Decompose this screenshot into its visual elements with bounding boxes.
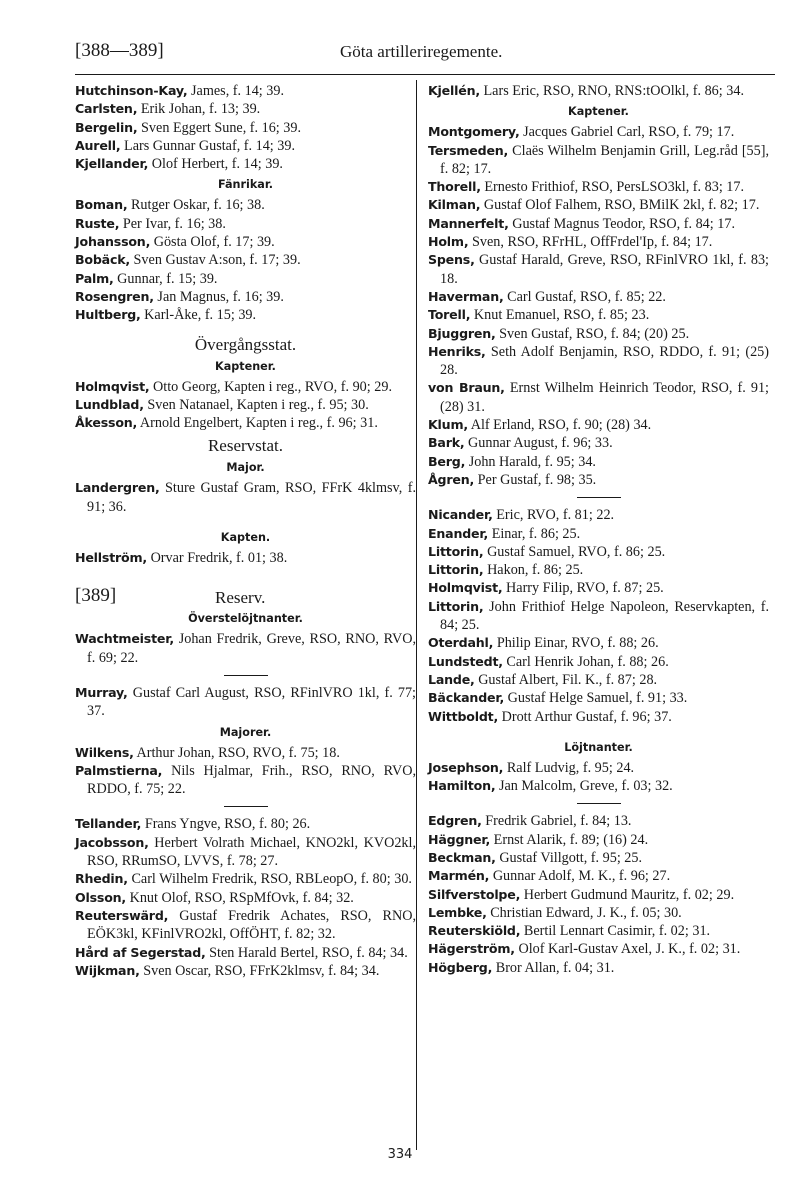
entry [75, 137, 416, 155]
entry-details: Erik Johan, f. 13; 39. [137, 101, 261, 118]
entry [75, 870, 416, 888]
entry-surname: Bergelin, [75, 119, 138, 135]
entry [428, 306, 769, 324]
entry [428, 233, 769, 251]
entry-surname: Murray, [75, 684, 128, 700]
entry-surname: Tersmeden, [428, 142, 509, 158]
divider [577, 803, 621, 804]
section-heading: Övergångsstat. [194, 334, 297, 354]
entry [428, 379, 769, 416]
entry-surname: Bark, [428, 435, 465, 451]
entry [428, 759, 769, 777]
entry-details: Gustaf Albert, Fil. K., f. 87; 28. [474, 671, 658, 688]
entry-surname: Palmstierna, [75, 762, 163, 778]
entry-details: Harry Filip, RVO, f. 87; 25. [502, 580, 664, 597]
entry [428, 82, 769, 100]
entry [428, 849, 769, 867]
entry-surname: Holm, [428, 234, 469, 250]
entry-surname: Nicander, [428, 507, 493, 523]
entry-surname: Hägerström, [428, 941, 515, 957]
entry [428, 453, 769, 471]
entry-surname: Ruste, [75, 215, 120, 231]
entry-list [428, 759, 769, 796]
entry [75, 378, 416, 396]
rank-heading: Kaptener. [568, 105, 629, 119]
entry-details: Claës Wilhelm Benjamin Grill, Leg.råd [55], f. 82; 17. [440, 142, 769, 177]
entry-details: Johan Fredrik, Greve, RSO, RNO, RVO, f. 69; 22. [87, 631, 416, 666]
entry [75, 233, 416, 251]
entry-surname: Hård af Segerstad, [75, 944, 206, 960]
entry-surname: Bäckander, [428, 690, 505, 706]
entry-surname: Spens, [428, 252, 475, 268]
entry-surname: Mannerfelt, [428, 215, 509, 231]
entry-details: Gunnar Adolf, M. K., f. 96; 27. [489, 868, 671, 885]
entry-surname: Häggner, [428, 831, 491, 847]
entry-surname: Wilkens, [75, 744, 134, 760]
column-separator [416, 80, 417, 1150]
entry-details: Olof Karl-Gustav Axel, J. K., f. 02; 31. [514, 941, 741, 958]
entry [428, 653, 769, 671]
entry-surname: Littorin, [428, 562, 484, 578]
entry-surname: Wijkman, [75, 962, 140, 978]
entry-details: Christian Edward, J. K., f. 05; 30. [486, 904, 682, 921]
entry-details: Lars Eric, RSO, RNO, RNS:tOOlkl, f. 86; 34. [479, 83, 744, 99]
entry-details: Herbert Volrath Michael, KNO2kl, KVO2kl, RSO, RRumSO, LVVS, f. 78; 27. [87, 834, 416, 870]
entry [75, 479, 416, 516]
entry-list [428, 506, 769, 726]
rank-heading: Löjtnanter. [564, 740, 633, 754]
divider [224, 675, 268, 676]
entry-details: Gustaf Villgott, f. 95; 25. [495, 849, 643, 866]
running-title: Göta artilleriregemente. [340, 42, 503, 61]
entry [75, 251, 416, 269]
entry-surname: Boman, [75, 197, 128, 213]
entry-details: Arnold Engelbert, Kapten i reg., f. 96; 31. [137, 415, 378, 432]
entry [428, 178, 769, 196]
entry-details: Ernst Wilhelm Heinrich Teodor, RSO, f. 91; (28) 31. [440, 380, 769, 415]
entry-details: Karl-Åke, f. 15; 39. [140, 307, 257, 324]
entry [75, 100, 416, 118]
entry-details: Ernst Alarik, f. 89; (16) 24. [490, 831, 649, 848]
entry-list [428, 82, 769, 100]
entry [75, 907, 416, 944]
entry-surname: Hultberg, [75, 307, 141, 323]
entry [428, 812, 769, 830]
entry-surname: Högberg, [428, 959, 493, 975]
entry-details: Gustaf Olof Falhem, RSO, BMilK 2kl, f. 82; 17. [480, 197, 760, 214]
entry-details: Gösta Olof, f. 17; 39. [150, 234, 275, 251]
entry [428, 142, 769, 179]
spacer [75, 516, 416, 526]
entry-details: Einar, f. 86; 25. [488, 525, 581, 542]
entry-surname: Landergren, [75, 480, 160, 496]
left-column [75, 82, 416, 980]
entry-details: Herbert Gudmund Mauritz, f. 02; 29. [520, 886, 735, 903]
entry-details: Sven Eggert Sune, f. 16; 39. [137, 119, 302, 136]
entry-surname: Carlsten, [75, 101, 138, 117]
entry-details: Gustaf Harald, Greve, RSO, RFinlVRO 1kl, f. 83; 18. [440, 252, 769, 287]
entry [75, 815, 416, 833]
entry-surname: Johansson, [75, 234, 151, 250]
entry-details: Frans Yngve, RSO, f. 80; 26. [141, 816, 311, 833]
entry-details: John Harald, f. 95; 34. [465, 453, 596, 470]
entry-details: Bertil Lennart Casimir, f. 02; 31. [520, 923, 711, 940]
entry [428, 886, 769, 904]
entry-list [428, 123, 769, 489]
entry [75, 82, 416, 100]
entry-details: James, f. 14; 39. [187, 83, 285, 99]
divider [577, 497, 621, 498]
entry-details: Nils Hjalmar, Frih., RSO, RNO, RVO, RDDO, f. 75; 22. [87, 762, 416, 798]
entry-details: Knut Olof, RSO, RSpMfOvk, f. 84; 32. [126, 889, 354, 906]
entry-surname: Silfverstolpe, [428, 886, 521, 902]
entry [428, 343, 769, 380]
entry [75, 889, 416, 907]
entry [75, 944, 416, 962]
entry [428, 598, 769, 635]
entry-surname: Beckman, [428, 849, 496, 865]
rank-heading: Fänrikar. [217, 178, 273, 192]
entry-details: Per Gustaf, f. 98; 35. [474, 471, 597, 488]
entry-surname: Haverman, [428, 288, 504, 304]
entry [428, 579, 769, 597]
entry-details: Sten Harald Bertel, RSO, f. 84; 34. [205, 944, 408, 961]
header-rule [75, 74, 775, 75]
entry-surname: Kjellén, [428, 83, 480, 98]
entry-surname: Kilman, [428, 197, 481, 213]
entry-details: Ernesto Frithiof, RSO, PersLSO3kl, f. 83; 17. [480, 179, 745, 196]
entry-surname: Holmqvist, [428, 580, 503, 596]
entry-surname: Lembke, [428, 904, 487, 920]
entry [428, 867, 769, 885]
entry [75, 630, 416, 667]
entry [75, 270, 416, 288]
entry-list [75, 684, 416, 721]
entry [428, 525, 769, 543]
page-number: 334 [387, 1147, 413, 1162]
entry-surname: Hellström, [75, 550, 148, 566]
entry-details: Orvar Fredrik, f. 01; 38. [147, 550, 288, 567]
divider [224, 806, 268, 807]
section-heading-reserv [75, 585, 416, 607]
entry-details: Drott Arthur Gustaf, f. 96; 37. [498, 708, 672, 725]
entry [428, 471, 769, 489]
entry-surname: Olsson, [75, 889, 127, 905]
entry-surname: Jacobsson, [75, 834, 149, 850]
entry [428, 251, 769, 288]
entry [75, 549, 416, 567]
rank-heading: Kaptener. [215, 359, 276, 373]
entry [428, 777, 769, 795]
entry-surname: Torell, [428, 307, 471, 323]
entry-details: Hakon, f. 86; 25. [483, 562, 584, 579]
entry-details: Rutger Oskar, f. 16; 38. [127, 197, 265, 214]
entry [75, 306, 416, 324]
entry-surname: Lande, [428, 671, 475, 687]
entry-surname: Bobäck, [75, 252, 130, 268]
entry-details: Philip Einar, RVO, f. 88; 26. [493, 635, 659, 652]
entry-surname: Hutchinson-Kay, [75, 83, 188, 98]
entry-surname: Wachtmeister, [75, 631, 174, 647]
page-header [75, 40, 775, 70]
entry-details: John Frithiof Helge Napoleon, Reservkapten, f. 84; 25. [440, 598, 769, 634]
entry [75, 215, 416, 233]
entry-details: Sven Gustav A:son, f. 17; 39. [130, 252, 301, 269]
entry [428, 506, 769, 524]
entry-surname: Reuterskiöld, [428, 923, 521, 939]
entry-surname: Littorin, [428, 598, 484, 614]
entry-surname: Oterdahl, [428, 635, 494, 651]
entry-details: Gustaf Carl August, RSO, RFinlVRO 1kl, f. 77; 37. [87, 684, 416, 720]
entry-details: Ralf Ludvig, f. 95; 24. [503, 759, 635, 776]
rank-heading: Majorer. [219, 725, 272, 739]
entry-details: Lars Gunnar Gustaf, f. 14; 39. [120, 137, 296, 154]
entry-details: Gustaf Fredrik Achates, RSO, RNO, EÖK3kl, KFinlVRO2kl, OffÖHT, f. 82; 32. [87, 907, 416, 943]
entry [428, 904, 769, 922]
rank-heading: Kapten. [220, 531, 271, 545]
entry-details: Gunnar August, f. 96; 33. [464, 435, 613, 452]
entry-details: Sven Gustaf, RSO, f. 84; (20) 25. [495, 325, 690, 342]
entry-details: Bror Allan, f. 04; 31. [492, 959, 615, 976]
entry-details: Eric, RVO, f. 81; 22. [492, 507, 615, 524]
entry-list [75, 744, 416, 799]
entry [428, 416, 769, 434]
entry-surname: Rhedin, [75, 871, 128, 887]
entry-details: Seth Adolf Benjamin, RSO, RDDO, f. 91; (25) 28. [440, 343, 769, 379]
entry [428, 634, 769, 652]
entry-list [75, 82, 416, 173]
entry [428, 689, 769, 707]
entry-details: Olof Herbert, f. 14; 39. [148, 156, 283, 173]
entry [75, 834, 416, 871]
entry-surname: Holmqvist, [75, 378, 150, 394]
entry-surname: Rosengren, [75, 288, 154, 304]
entry-surname: Wittboldt, [428, 708, 499, 724]
entry [75, 962, 416, 980]
entry-surname: Berg, [428, 453, 466, 469]
entry [428, 561, 769, 579]
entry [75, 762, 416, 799]
entry-surname: Thorell, [428, 179, 481, 195]
entry-surname: Aurell, [75, 137, 121, 153]
page-reference: [389] [75, 585, 117, 607]
entry [428, 434, 769, 452]
entry-details: Otto Georg, Kapten i reg., RVO, f. 90; 29. [149, 378, 392, 395]
entry-surname: Ågren, [428, 471, 475, 487]
entry [428, 922, 769, 940]
entry-surname: Lundstedt, [428, 653, 503, 669]
entry-surname: Hamilton, [428, 778, 496, 794]
entry-details: Fredrik Gabriel, f. 84; 13. [481, 813, 632, 830]
entry-surname: Tellander, [75, 816, 142, 832]
entry [75, 396, 416, 414]
entry-details: Per Ivar, f. 16; 38. [119, 215, 226, 232]
entry-details: Jan Malcolm, Greve, f. 03; 32. [495, 778, 673, 795]
entry-details: Carl Henrik Johan, f. 88; 26. [502, 653, 669, 670]
rank-heading: Överstelöjtnanter. [188, 612, 303, 626]
entry-details: Sven Natanael, Kapten i reg., f. 95; 30. [143, 396, 369, 413]
entry-surname: Littorin, [428, 543, 484, 559]
entry-surname: Josephson, [428, 759, 504, 775]
entry [428, 325, 769, 343]
entry-surname: Montgomery, [428, 124, 520, 140]
entry-surname: Marmén, [428, 868, 490, 884]
entry-surname: Åkesson, [75, 415, 138, 431]
entry-list [75, 549, 416, 567]
entry-details: Sture Gustaf Gram, RSO, FFrK 4klmsv, f. 91; 36. [87, 480, 416, 515]
entry [75, 684, 416, 721]
entry-details: Alf Erland, RSO, f. 90; (28) 34. [467, 417, 652, 434]
entry [75, 196, 416, 214]
entry [428, 123, 769, 141]
entry-details: Carl Wilhelm Fredrik, RSO, RBLeopO, f. 80; 30. [127, 871, 412, 888]
entry-details: Jacques Gabriel Carl, RSO, f. 79; 17. [519, 124, 735, 141]
entry-surname: Kjellander, [75, 156, 149, 172]
entry-surname: Bjuggren, [428, 325, 496, 341]
entry [75, 119, 416, 137]
entry-details: Knut Emanuel, RSO, f. 85; 23. [470, 307, 650, 324]
entry-list [75, 196, 416, 324]
entry-details: Sven Oscar, RSO, FFrK2klmsv, f. 84; 34. [139, 962, 380, 979]
rank-heading: Major. [226, 461, 265, 475]
entry-details: Gunnar, f. 15; 39. [113, 270, 218, 287]
entry-details: Sven, RSO, RFrHL, OffFrdel'Ip, f. 84; 17. [468, 234, 713, 251]
entry [428, 671, 769, 689]
entry-details: Gustaf Helge Samuel, f. 91; 33. [504, 690, 688, 707]
entry-surname: Klum, [428, 417, 468, 433]
entry [75, 155, 416, 173]
entry [428, 288, 769, 306]
section-heading: Reservstat. [207, 436, 284, 456]
entry-details: Arthur Johan, RSO, RVO, f. 75; 18. [133, 744, 340, 761]
entry-surname: Enander, [428, 525, 489, 541]
entry-details: Gustaf Samuel, RVO, f. 86; 25. [483, 543, 666, 560]
page-reference: [388—389] [75, 40, 164, 61]
entry [428, 543, 769, 561]
section-title: Reserv. [215, 588, 266, 608]
entry [428, 940, 769, 958]
right-column [428, 82, 769, 977]
entry-details: Gustaf Magnus Teodor, RSO, f. 84; 17. [508, 215, 736, 232]
spacer [428, 726, 769, 736]
entry [428, 959, 769, 977]
entry-surname: Reuterswärd, [75, 907, 169, 923]
entry [75, 288, 416, 306]
entry-list [75, 630, 416, 667]
entry-surname: von Braun, [428, 380, 505, 396]
entry [428, 708, 769, 726]
entry-surname: Palm, [75, 270, 114, 286]
entry [428, 196, 769, 214]
entry [75, 744, 416, 762]
entry-surname: Lundblad, [75, 396, 144, 412]
entry-list [75, 378, 416, 433]
entry-surname: Edgren, [428, 813, 482, 829]
entry [75, 414, 416, 432]
entry-list [75, 815, 416, 980]
entry-list [428, 812, 769, 977]
entry-surname: Henriks, [428, 343, 486, 359]
entry [428, 215, 769, 233]
entry-list [75, 479, 416, 516]
entry [428, 831, 769, 849]
entry-details: Jan Magnus, f. 16; 39. [153, 288, 284, 305]
entry-details: Carl Gustaf, RSO, f. 85; 22. [503, 288, 666, 305]
